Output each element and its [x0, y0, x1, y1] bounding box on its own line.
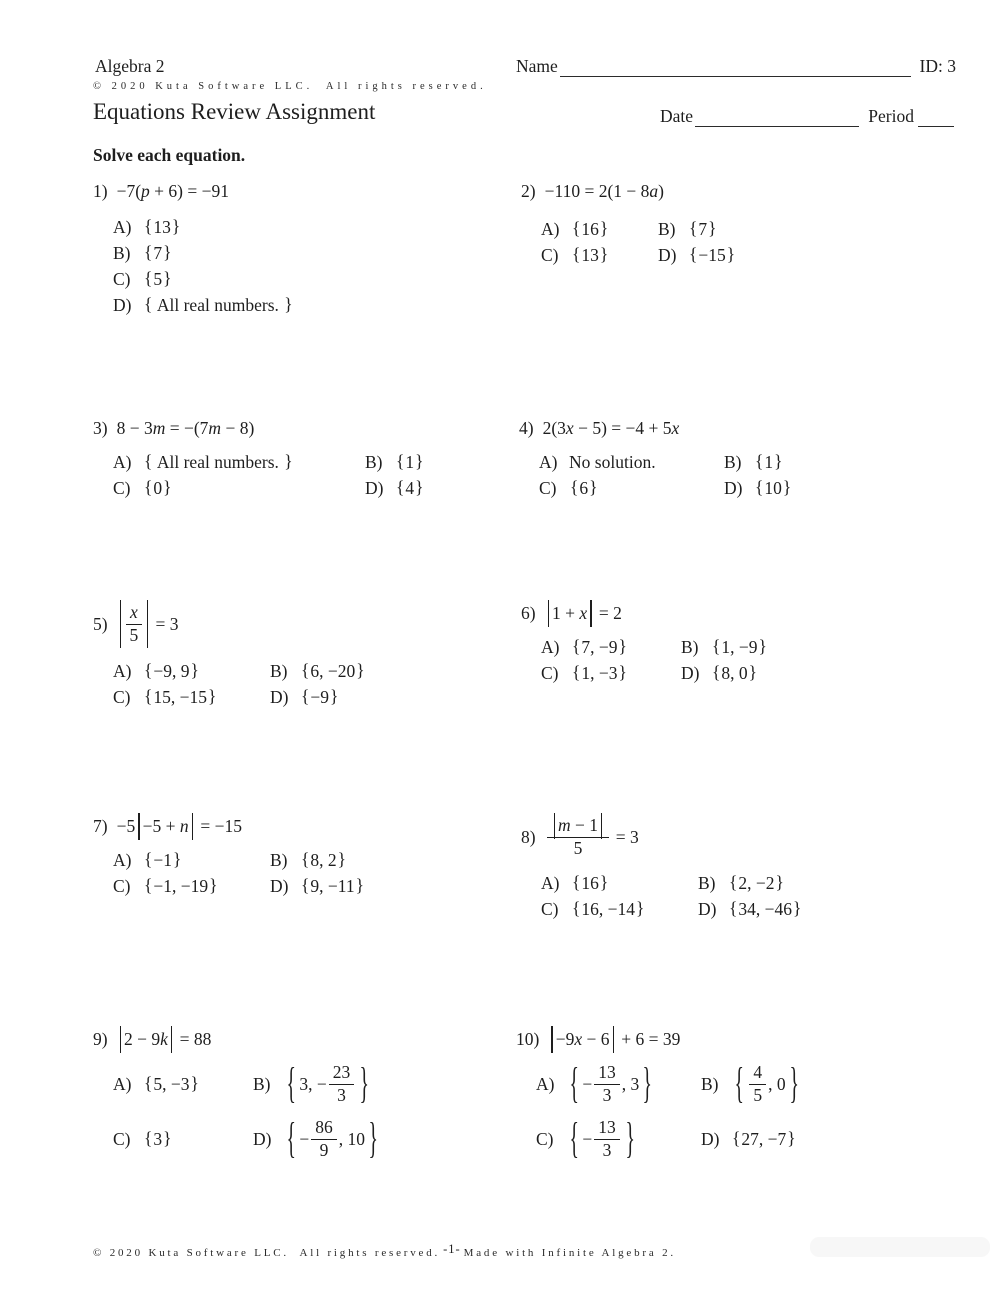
- problem-3-options: [113, 449, 425, 501]
- option-3c: [113, 475, 173, 501]
- option-label: B): [270, 849, 288, 870]
- date-blank-line: [695, 106, 859, 127]
- option-value: No solution.: [569, 451, 656, 472]
- option-value: { 7 }: [689, 218, 717, 239]
- option-1a: [113, 214, 294, 240]
- option-4c: [539, 475, 599, 501]
- option-value: { −9, 9 }: [144, 660, 199, 681]
- name-blank-line: [560, 56, 911, 77]
- option-6a: [541, 634, 628, 660]
- option-label: D): [681, 662, 700, 683]
- option-4a: [539, 449, 656, 475]
- option-5d: [270, 684, 339, 710]
- option-value: { 5 }: [144, 268, 172, 289]
- problem-number: 1): [93, 180, 108, 201]
- option-value: { 15, −15 }: [144, 686, 217, 707]
- option-value: { 3 }: [144, 1128, 172, 1149]
- option-value: { 8, 2 }: [301, 849, 347, 870]
- option-1c: [113, 266, 294, 292]
- problem-8: [521, 816, 802, 922]
- option-label: C): [113, 268, 131, 289]
- option-7b: [270, 847, 347, 873]
- problem-number: 2): [521, 180, 536, 201]
- option-value: { All real numbers. }: [144, 294, 293, 315]
- option-8c: [541, 896, 645, 922]
- option-4b: [724, 449, 784, 475]
- problem-number: 4): [519, 417, 534, 438]
- option-value: { −1 }: [144, 849, 182, 870]
- problem-equation: 8 − 3m = −(7m − 8): [116, 417, 255, 438]
- problem-number: 3): [93, 417, 108, 438]
- option-10c: [536, 1112, 638, 1163]
- option-value: { 34, −46 }: [729, 898, 802, 919]
- option-3b: [365, 449, 425, 475]
- option-label: B): [724, 451, 742, 472]
- problem-number: 6): [521, 602, 536, 623]
- option-value: { 5, −3 }: [144, 1073, 199, 1094]
- problem-3: [93, 415, 425, 501]
- problem-7: [93, 813, 365, 899]
- option-value: { 6 }: [570, 477, 598, 498]
- date-label: Date: [660, 106, 694, 126]
- option-label: D): [270, 686, 289, 707]
- option-label: A): [113, 451, 132, 472]
- option-value: { 4 }: [396, 477, 424, 498]
- option-9d: [253, 1112, 381, 1163]
- page-title: Equations Review Assignment: [93, 99, 376, 124]
- option-label: D): [253, 1128, 272, 1149]
- option-label: B): [113, 242, 131, 263]
- footer-copyright: © 2020 Kuta Software LLC. All rights reserved.: [93, 1247, 441, 1259]
- option-label: A): [113, 216, 132, 237]
- option-value: { 1 }: [755, 451, 783, 472]
- option-label: B): [681, 636, 699, 657]
- option-1b: [113, 240, 294, 266]
- problem-8-head: [521, 816, 802, 858]
- option-6b: [681, 634, 768, 660]
- option-label: B): [698, 872, 716, 893]
- option-label: C): [113, 1128, 131, 1149]
- problem-9: [93, 1026, 381, 1163]
- option-7a: [113, 847, 182, 873]
- option-label: A): [541, 218, 560, 239]
- problem-7-head: [93, 813, 365, 839]
- option-9a: [113, 1060, 200, 1108]
- problem-equation: −5 −5 + n = −15: [117, 816, 242, 837]
- option-5b: [270, 658, 366, 684]
- option-value: { − $\frac{86}{9}$ , 10 }: [286, 1112, 378, 1163]
- option-3d: [365, 475, 425, 501]
- problem-6-head: [521, 600, 768, 626]
- option-value: { 16, −14 }: [572, 898, 645, 919]
- option-7c: [113, 873, 219, 899]
- option-label: B): [701, 1073, 719, 1094]
- option-label: A): [113, 660, 132, 681]
- page-number: -1-: [443, 1242, 461, 1256]
- option-value: { 1, −9 }: [712, 636, 767, 657]
- option-6c: [541, 660, 628, 686]
- problem-equation: −110 = 2(1 − 8a): [544, 180, 664, 201]
- option-value: { −15 }: [689, 244, 736, 265]
- problem-number: 9): [93, 1028, 108, 1049]
- option-label: A): [541, 636, 560, 657]
- option-5c: [113, 684, 217, 710]
- option-4d: [724, 475, 792, 501]
- option-label: C): [541, 898, 559, 919]
- problem-1: [93, 178, 294, 318]
- instructions-heading: Solve each equation.: [93, 145, 246, 165]
- option-10a: [536, 1057, 656, 1108]
- option-value: { 7 }: [144, 242, 172, 263]
- option-value: { − $\frac{13}{3}$ }: [569, 1112, 635, 1163]
- problem-4: [519, 415, 792, 501]
- option-10b: [701, 1057, 802, 1108]
- option-label: C): [539, 477, 557, 498]
- option-value: { 7, −9 }: [572, 636, 627, 657]
- option-label: C): [541, 244, 559, 265]
- option-label: D): [365, 477, 384, 498]
- problem-6: [521, 600, 768, 686]
- problem-equation: $\frac{m - 1}{5}$ = 3: [545, 816, 639, 858]
- option-1d: [113, 292, 294, 318]
- problem-8-options: [541, 870, 802, 922]
- option-value: { $\frac{4}{5}$ , 0 }: [734, 1057, 799, 1108]
- problem-10: [516, 1026, 802, 1163]
- option-value: { 10 }: [755, 477, 792, 498]
- option-value: { All real numbers. }: [144, 451, 293, 472]
- problem-5-head: [93, 603, 366, 645]
- option-value: { 1, −3 }: [572, 662, 627, 683]
- problem-equation: 1 + x = 2: [545, 603, 622, 624]
- option-2a: [541, 216, 609, 242]
- option-label: C): [113, 875, 131, 896]
- name-field-row: [516, 56, 956, 77]
- option-8a: [541, 870, 609, 896]
- option-label: D): [113, 294, 132, 315]
- problem-5: [93, 603, 366, 710]
- option-value: { 13 }: [144, 216, 181, 237]
- option-label: C): [541, 662, 559, 683]
- option-label: C): [536, 1128, 554, 1149]
- option-8b: [698, 870, 785, 896]
- option-value: { 3, − $\frac{23}{3}$ }: [286, 1057, 370, 1108]
- problem-equation: 2(3x − 5) = −4 + 5x: [542, 417, 680, 438]
- option-label: B): [270, 660, 288, 681]
- option-value: { 13 }: [572, 244, 609, 265]
- problem-2: [521, 178, 736, 268]
- option-6d: [681, 660, 758, 686]
- option-value: { 9, −11 }: [301, 875, 365, 896]
- problem-4-head: [519, 415, 792, 441]
- period-label: Period: [868, 106, 914, 126]
- option-label: D): [701, 1128, 720, 1149]
- option-label: C): [113, 686, 131, 707]
- problem-10-options: [536, 1057, 802, 1163]
- problem-9-head: [93, 1026, 381, 1052]
- option-label: D): [658, 244, 677, 265]
- name-label: Name: [516, 56, 558, 76]
- option-label: B): [365, 451, 383, 472]
- option-label: B): [253, 1073, 271, 1094]
- problem-number: 7): [93, 815, 108, 836]
- option-value: { 8, 0 }: [712, 662, 758, 683]
- problem-2-options: [541, 216, 736, 268]
- option-label: D): [724, 477, 743, 498]
- option-label: C): [113, 477, 131, 498]
- option-value: { 2, −2 }: [729, 872, 784, 893]
- made-with-label: Made with Infinite Algebra 2.: [463, 1247, 676, 1259]
- option-3a: [113, 449, 294, 475]
- problem-2-head: [521, 178, 736, 204]
- option-8d: [698, 896, 802, 922]
- period-blank-line: [918, 106, 954, 127]
- option-2d: [658, 242, 736, 268]
- problem-3-head: [93, 415, 425, 441]
- problem-10-head: [516, 1026, 802, 1052]
- option-9b: [253, 1057, 373, 1108]
- option-label: D): [698, 898, 717, 919]
- option-value: { 1 }: [396, 451, 424, 472]
- option-label: A): [113, 849, 132, 870]
- option-label: A): [113, 1073, 132, 1094]
- option-value: { −9 }: [301, 686, 339, 707]
- problem-5-options: [113, 658, 366, 710]
- option-value: { − $\frac{13}{3}$ , 3 }: [569, 1057, 653, 1108]
- problem-1-options: [113, 214, 294, 318]
- option-label: B): [658, 218, 676, 239]
- problem-number: 5): [93, 613, 108, 634]
- date-period-row: [660, 106, 954, 127]
- option-value: { 6, −20 }: [301, 660, 365, 681]
- option-2b: [658, 216, 718, 242]
- page-footer: [93, 1242, 953, 1262]
- problem-6-options: [541, 634, 768, 686]
- problem-4-options: [539, 449, 792, 501]
- course-label: Algebra 2: [95, 56, 165, 76]
- option-5a: [113, 658, 200, 684]
- problem-1-head: [93, 178, 294, 204]
- option-label: A): [539, 451, 558, 472]
- option-9c: [113, 1115, 173, 1163]
- option-7d: [270, 873, 365, 899]
- option-2c: [541, 242, 609, 268]
- option-label: D): [270, 875, 289, 896]
- id-label: ID: 3: [919, 56, 956, 76]
- problem-equation: −7(p + 6) = −91: [116, 180, 229, 201]
- option-value: { 16 }: [572, 218, 609, 239]
- option-value: { −1, −19 }: [144, 875, 218, 896]
- problem-number: 10): [516, 1028, 540, 1049]
- header-copyright: © 2020 Kuta Software LLC. All rights reserved.: [93, 81, 487, 92]
- option-label: A): [536, 1073, 555, 1094]
- problem-equation: −9x − 6 + 6 = 39: [548, 1029, 680, 1050]
- option-value: { 27, −7 }: [732, 1128, 796, 1149]
- option-10d: [701, 1115, 797, 1163]
- option-value: { 0 }: [144, 477, 172, 498]
- problem-7-options: [113, 847, 365, 899]
- problem-equation: 2 − 9k = 88: [117, 1029, 212, 1050]
- problem-equation: $\frac{x}{5}$ = 3: [117, 603, 179, 645]
- option-value: { 16 }: [572, 872, 609, 893]
- problem-9-options: [113, 1057, 381, 1163]
- problem-number: 8): [521, 826, 536, 847]
- option-label: A): [541, 872, 560, 893]
